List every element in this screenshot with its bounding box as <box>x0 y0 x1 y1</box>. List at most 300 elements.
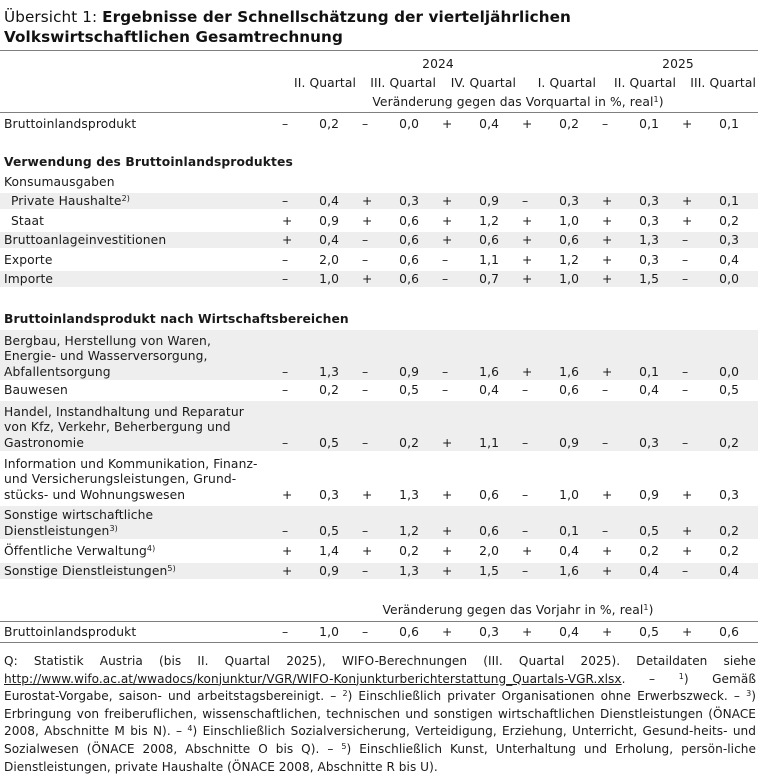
header-rule <box>0 112 758 113</box>
value-sign: + <box>442 193 453 208</box>
value-cell <box>278 383 358 399</box>
value-cell <box>598 488 678 504</box>
value-sign: + <box>682 624 693 639</box>
quarter-header-row <box>0 75 758 91</box>
value-sign: + <box>682 543 693 558</box>
value-sign: – <box>282 364 289 379</box>
value-number: 0,6 <box>719 624 739 639</box>
value-number: 0,4 <box>559 624 579 639</box>
value-sign: – <box>602 382 609 397</box>
value-cell <box>278 436 358 452</box>
value-cell <box>358 436 438 452</box>
row-label <box>0 457 278 504</box>
quarter-header: III. Quartal <box>690 75 756 90</box>
value-cell <box>358 233 438 249</box>
value-sign: – <box>682 382 689 397</box>
value-cell <box>278 233 358 249</box>
value-sign: + <box>602 543 613 558</box>
row-label-text: Sonstige Dienstleistungen <box>4 563 168 578</box>
title-prefix: Übersicht 1: <box>4 8 103 26</box>
value-sign: + <box>522 364 533 379</box>
row-label-text: Öffentliche Verwaltung <box>4 543 147 558</box>
value-cell <box>438 544 518 560</box>
value-number: 1,0 <box>559 487 579 502</box>
section-heading: Bruttoinlandsprodukt nach Wirtschaftsbereichen <box>4 311 349 326</box>
table-row <box>0 543 758 559</box>
value-cell <box>518 233 598 249</box>
value-cell <box>518 383 598 399</box>
row-label <box>0 272 278 288</box>
row-label <box>0 117 278 133</box>
value-sign: + <box>682 193 693 208</box>
value-sign: – <box>282 523 289 538</box>
value-sign: – <box>442 252 449 267</box>
value-cell <box>598 272 678 288</box>
value-number: 1,3 <box>319 364 339 379</box>
table-row <box>0 271 758 287</box>
value-sign: + <box>282 213 293 228</box>
value-sign: – <box>682 271 689 286</box>
value-number: 0,6 <box>559 232 579 247</box>
value-cell <box>678 272 758 288</box>
value-cell <box>278 253 358 269</box>
value-number: 0,2 <box>319 116 339 131</box>
value-cell <box>678 253 758 269</box>
value-number: 0,6 <box>399 271 419 286</box>
value-number: 1,6 <box>559 563 579 578</box>
value-cell <box>358 253 438 269</box>
value-number: 0,3 <box>399 193 419 208</box>
value-number: 0,3 <box>319 487 339 502</box>
unit-note-quarterly: Veränderung gegen das Vorquartal in %, real$^1$) <box>372 95 664 109</box>
value-sign: + <box>522 624 533 639</box>
table-row <box>0 252 758 268</box>
value-number: 0,4 <box>559 543 579 558</box>
value-cell <box>518 253 598 269</box>
quarter-header: II. Quartal <box>293 75 356 90</box>
value-number: 0,3 <box>479 624 499 639</box>
value-sign: + <box>442 487 453 502</box>
value-number: 0,4 <box>479 116 499 131</box>
value-number: 0,4 <box>639 563 659 578</box>
value-sign: + <box>602 487 613 502</box>
value-sign: – <box>282 271 289 286</box>
value-cell <box>518 365 598 381</box>
value-sign: + <box>442 435 453 450</box>
row-label <box>0 383 278 399</box>
title-main: Ergebnisse der Schnellschätzung der vierteljährlichen Volkswirtschaftlichen Gesamtrechnung <box>4 8 571 46</box>
value-cell <box>358 117 438 133</box>
table-row <box>0 193 758 209</box>
value-cell <box>598 214 678 230</box>
value-number: 0,2 <box>719 523 739 538</box>
value-cell <box>518 272 598 288</box>
row-label <box>0 233 278 249</box>
table-row <box>0 382 758 398</box>
value-number: 1,0 <box>319 271 339 286</box>
value-sign: + <box>522 543 533 558</box>
value-sign: + <box>602 271 613 286</box>
value-sign: – <box>522 487 529 502</box>
table-row <box>0 174 758 190</box>
footnotes: Q: Statistik Austria (bis II. Quartal 2025), WIFO-Berechnungen (III. Quartal 2025). Detaildaten siehe http://www.wifo.ac.at/wwadocs/konjunktur/VGR/WIFO-Konjunkturberichterstattung_Quartals-VGR.xlsx. – $^1$) Gemäß Eurostat-Vorgabe, saison- und arbeitstagsbereinigt. – $^2$) Einschließlich privater Organisationen ohne Erwerbszweck. – $^3$) Erbringung von freiberuflichen, wissenschaftlichen, technischen und sonstigen wirtschaftlichen Dienstleistungen (ÖNACE 2008, Abschnitte M bis N). – $^4$) Einschließlich Sozialversicherung, Verteidigung, Erziehung, Unterricht, Gesund-heits- und Sozialwesen (ÖNACE 2008, Abschnitte O bis Q). – $^5$) Einschließlich Kunst, Unterhaltung und Erholung, persön-liche Dienstleistungen, private Haushalte (ÖNACE 2008, Abschnitte R bis U). <box>4 654 757 774</box>
value-number: 0,4 <box>639 382 659 397</box>
value-sign: + <box>442 523 453 538</box>
value-sign: – <box>682 364 689 379</box>
value-number: 1,2 <box>479 213 499 228</box>
table-row <box>0 311 758 327</box>
row-label-text: Importe <box>4 271 54 286</box>
value-sign: + <box>282 232 293 247</box>
value-number: 1,3 <box>399 563 419 578</box>
value-cell <box>518 544 598 560</box>
value-sign: + <box>602 364 613 379</box>
value-sign: – <box>682 252 689 267</box>
value-number: 0,0 <box>399 116 419 131</box>
value-sign: + <box>362 271 373 286</box>
value-sign: – <box>282 624 289 639</box>
value-number: 0,3 <box>639 213 659 228</box>
quarter-header: III. Quartal <box>370 75 436 90</box>
value-number: 0,5 <box>319 523 339 538</box>
row-label <box>0 334 278 381</box>
value-sign: + <box>682 487 693 502</box>
value-number: 0,3 <box>559 193 579 208</box>
year-2024: 2024 <box>422 57 454 71</box>
row-label-line: von Kfz, Verkehr, Beherbergung und <box>4 420 231 434</box>
value-cell <box>518 194 598 210</box>
value-cell <box>278 117 358 133</box>
value-cell <box>598 524 678 540</box>
yearly-rule <box>0 621 758 622</box>
row-label-text: Bruttoinlandsprodukt <box>4 116 137 131</box>
value-sign: – <box>282 252 289 267</box>
value-cell <box>678 383 758 399</box>
value-cell <box>438 233 518 249</box>
value-sign: – <box>442 271 449 286</box>
value-cell <box>278 564 358 580</box>
value-sign: + <box>602 624 613 639</box>
value-cell <box>518 214 598 230</box>
value-number: 0,0 <box>719 271 739 286</box>
table-row <box>0 232 758 248</box>
value-number: 0,9 <box>319 563 339 578</box>
value-number: 1,1 <box>479 435 499 450</box>
value-cell <box>438 383 518 399</box>
row-label-line: Handel, Instandhaltung und Reparatur <box>4 404 244 419</box>
row-label <box>0 194 278 210</box>
value-number: 1,0 <box>319 624 339 639</box>
value-number: 0,6 <box>559 382 579 397</box>
value-cell <box>438 253 518 269</box>
value-sign: + <box>602 213 613 228</box>
value-cell <box>278 488 358 504</box>
row-label-line: Dienstleistungen$^{3)}$ <box>4 523 118 538</box>
table-title <box>4 7 754 47</box>
value-sign: + <box>442 232 453 247</box>
value-sign: + <box>362 543 373 558</box>
value-cell <box>358 564 438 580</box>
value-sign: + <box>522 252 533 267</box>
value-number: 2,0 <box>479 543 499 558</box>
value-number: 0,2 <box>639 543 659 558</box>
quarter-header: II. Quartal <box>613 75 676 90</box>
value-sign: – <box>282 435 289 450</box>
value-sign: + <box>602 563 613 578</box>
value-cell <box>438 117 518 133</box>
value-number: 0,3 <box>719 232 739 247</box>
row-label <box>0 564 278 580</box>
value-number: 0,5 <box>639 523 659 538</box>
value-cell <box>678 117 758 133</box>
value-number: 0,4 <box>319 193 339 208</box>
row-label-line: Energie- und Wasserversorgung, <box>4 349 208 363</box>
row-label <box>0 625 278 641</box>
row-label-text: Bauwesen <box>4 382 68 397</box>
value-number: 0,6 <box>479 523 499 538</box>
value-cell <box>678 214 758 230</box>
value-number: 1,6 <box>559 364 579 379</box>
value-sign: + <box>682 523 693 538</box>
quarter-header: IV. Quartal <box>450 75 516 90</box>
value-number: 0,4 <box>479 382 499 397</box>
value-sign: – <box>362 563 369 578</box>
value-sign: – <box>362 382 369 397</box>
value-sign: – <box>362 116 369 131</box>
value-cell <box>678 233 758 249</box>
value-cell <box>438 365 518 381</box>
value-sign: – <box>362 232 369 247</box>
row-label-line: Information und Kommunikation, Finanz- <box>4 456 258 471</box>
value-cell <box>358 365 438 381</box>
value-number: 0,6 <box>479 232 499 247</box>
value-number: 0,9 <box>319 213 339 228</box>
value-number: 0,2 <box>719 543 739 558</box>
value-cell <box>438 214 518 230</box>
table-row <box>0 453 758 503</box>
value-number: 1,0 <box>559 271 579 286</box>
value-cell <box>278 365 358 381</box>
value-number: 0,2 <box>319 382 339 397</box>
value-sign: + <box>282 543 293 558</box>
value-sign: + <box>522 213 533 228</box>
value-cell <box>438 488 518 504</box>
value-number: 0,6 <box>399 624 419 639</box>
bottom-rule <box>0 642 758 643</box>
value-cell <box>358 214 438 230</box>
value-number: 0,1 <box>639 364 659 379</box>
value-number: 1,2 <box>399 523 419 538</box>
value-number: 0,4 <box>719 252 739 267</box>
value-sign: – <box>682 232 689 247</box>
value-sign: – <box>362 364 369 379</box>
value-sign: + <box>282 487 293 502</box>
value-cell <box>358 383 438 399</box>
row-label-text: Bruttoinlandsprodukt <box>4 624 137 639</box>
row-label <box>0 508 278 539</box>
value-number: 0,1 <box>639 116 659 131</box>
value-sign: + <box>442 543 453 558</box>
unit-note-yearly: Veränderung gegen das Vorjahr in %, real$^1$) <box>382 603 654 617</box>
value-sign: – <box>282 116 289 131</box>
value-cell <box>518 117 598 133</box>
value-number: 0,3 <box>639 193 659 208</box>
value-cell <box>598 436 678 452</box>
value-sign: + <box>442 116 453 131</box>
value-cell <box>438 194 518 210</box>
value-cell <box>358 194 438 210</box>
value-cell <box>678 524 758 540</box>
value-sign: – <box>682 563 689 578</box>
value-sign: – <box>442 364 449 379</box>
value-cell <box>678 436 758 452</box>
value-number: 1,5 <box>639 271 659 286</box>
value-cell <box>358 524 438 540</box>
value-sign: + <box>442 213 453 228</box>
value-cell <box>598 365 678 381</box>
row-label-line: Bergbau, Herstellung von Waren, <box>4 333 211 348</box>
value-number: 0,9 <box>479 193 499 208</box>
value-cell <box>438 272 518 288</box>
value-cell <box>518 436 598 452</box>
value-cell <box>358 488 438 504</box>
row-label <box>0 253 278 269</box>
value-sign: + <box>362 487 373 502</box>
table-row <box>0 401 758 451</box>
value-sign: – <box>522 193 529 208</box>
value-cell <box>598 544 678 560</box>
value-sign: + <box>602 193 613 208</box>
row-label-text: Bruttoanlageinvestitionen <box>4 232 167 247</box>
value-sign: – <box>442 382 449 397</box>
value-number: 0,6 <box>479 487 499 502</box>
table-row <box>0 563 758 579</box>
row-label <box>0 544 278 560</box>
value-number: 0,9 <box>639 487 659 502</box>
row-label-line: Abfallentsorgung <box>4 364 111 379</box>
value-number: 0,2 <box>719 435 739 450</box>
value-number: 1,3 <box>399 487 419 502</box>
value-sign: + <box>682 116 693 131</box>
value-sign: – <box>522 563 529 578</box>
value-number: 2,0 <box>319 252 339 267</box>
section-heading: Verwendung des Bruttoinlandsproduktes <box>4 154 293 169</box>
value-sign: + <box>602 232 613 247</box>
value-cell <box>438 436 518 452</box>
value-sign: – <box>602 523 609 538</box>
row-label-text: Staat <box>11 213 45 228</box>
value-cell <box>598 383 678 399</box>
value-sign: – <box>522 435 529 450</box>
row-label <box>0 405 278 452</box>
value-number: 1,1 <box>479 252 499 267</box>
footnote-mark: 2) <box>121 193 131 203</box>
value-number: 0,5 <box>639 624 659 639</box>
value-cell <box>678 365 758 381</box>
value-number: 0,2 <box>559 116 579 131</box>
value-number: 1,4 <box>319 543 339 558</box>
table-row <box>0 622 758 640</box>
value-cell <box>438 524 518 540</box>
value-sign: – <box>602 116 609 131</box>
value-cell <box>678 544 758 560</box>
value-cell <box>278 214 358 230</box>
value-number: 0,4 <box>319 232 339 247</box>
value-number: 0,5 <box>399 382 419 397</box>
value-cell <box>358 544 438 560</box>
table-row <box>0 213 758 229</box>
value-sign: + <box>442 624 453 639</box>
value-cell <box>598 233 678 249</box>
value-sign: + <box>522 232 533 247</box>
value-cell <box>438 564 518 580</box>
quarter-header: I. Quartal <box>537 75 596 90</box>
value-number: 0,1 <box>719 116 739 131</box>
value-sign: + <box>602 252 613 267</box>
value-sign: – <box>682 435 689 450</box>
value-number: 0,3 <box>639 435 659 450</box>
row-label-text: Private Haushalte <box>11 193 122 208</box>
row-label <box>0 214 278 230</box>
footnote-mark: 4) <box>146 543 156 553</box>
row-label-line: Sonstige wirtschaftliche <box>4 508 154 522</box>
value-number: 0,5 <box>719 382 739 397</box>
value-cell <box>278 544 358 560</box>
value-sign: – <box>362 624 369 639</box>
value-number: 0,3 <box>719 487 739 502</box>
value-sign: + <box>682 213 693 228</box>
top-rule <box>0 50 758 51</box>
value-sign: – <box>362 252 369 267</box>
value-cell <box>678 625 758 641</box>
source-link[interactable]: http://www.wifo.ac.at/wwadocs/konjunktur/VGR/WIFO-Konjunkturberichterstattung_Quartals-VGR.xlsx <box>4 671 622 686</box>
footnote-mark: 5) <box>167 563 176 573</box>
value-sign: – <box>282 193 289 208</box>
value-sign: + <box>522 271 533 286</box>
year-2025: 2025 <box>662 57 694 71</box>
row-label-line: stücks- und Wohnungswesen <box>4 487 186 502</box>
value-sign: + <box>522 116 533 131</box>
value-number: 0,1 <box>719 193 739 208</box>
value-number: 1,5 <box>479 563 499 578</box>
value-cell <box>678 564 758 580</box>
value-cell <box>678 488 758 504</box>
value-number: 0,2 <box>399 435 419 450</box>
row-label-text: Exporte <box>4 252 53 267</box>
value-cell <box>278 272 358 288</box>
row-label: Konsumausgaben <box>4 174 115 189</box>
value-number: 0,6 <box>399 232 419 247</box>
row-label-line: und Versicherungsleistungen, Grund- <box>4 472 237 486</box>
value-sign: – <box>282 382 289 397</box>
value-number: 0,4 <box>719 563 739 578</box>
value-cell <box>518 625 598 641</box>
value-number: 0,1 <box>559 523 579 538</box>
value-cell <box>598 625 678 641</box>
table-row <box>0 506 758 539</box>
value-cell <box>678 194 758 210</box>
table-row <box>0 116 758 132</box>
value-cell <box>278 625 358 641</box>
value-number: 1,6 <box>479 364 499 379</box>
value-sign: – <box>362 523 369 538</box>
value-number: 1,3 <box>639 232 659 247</box>
value-number: 0,6 <box>399 252 419 267</box>
value-number: 0,9 <box>399 364 419 379</box>
value-sign: – <box>362 435 369 450</box>
value-cell <box>518 564 598 580</box>
value-cell <box>598 564 678 580</box>
